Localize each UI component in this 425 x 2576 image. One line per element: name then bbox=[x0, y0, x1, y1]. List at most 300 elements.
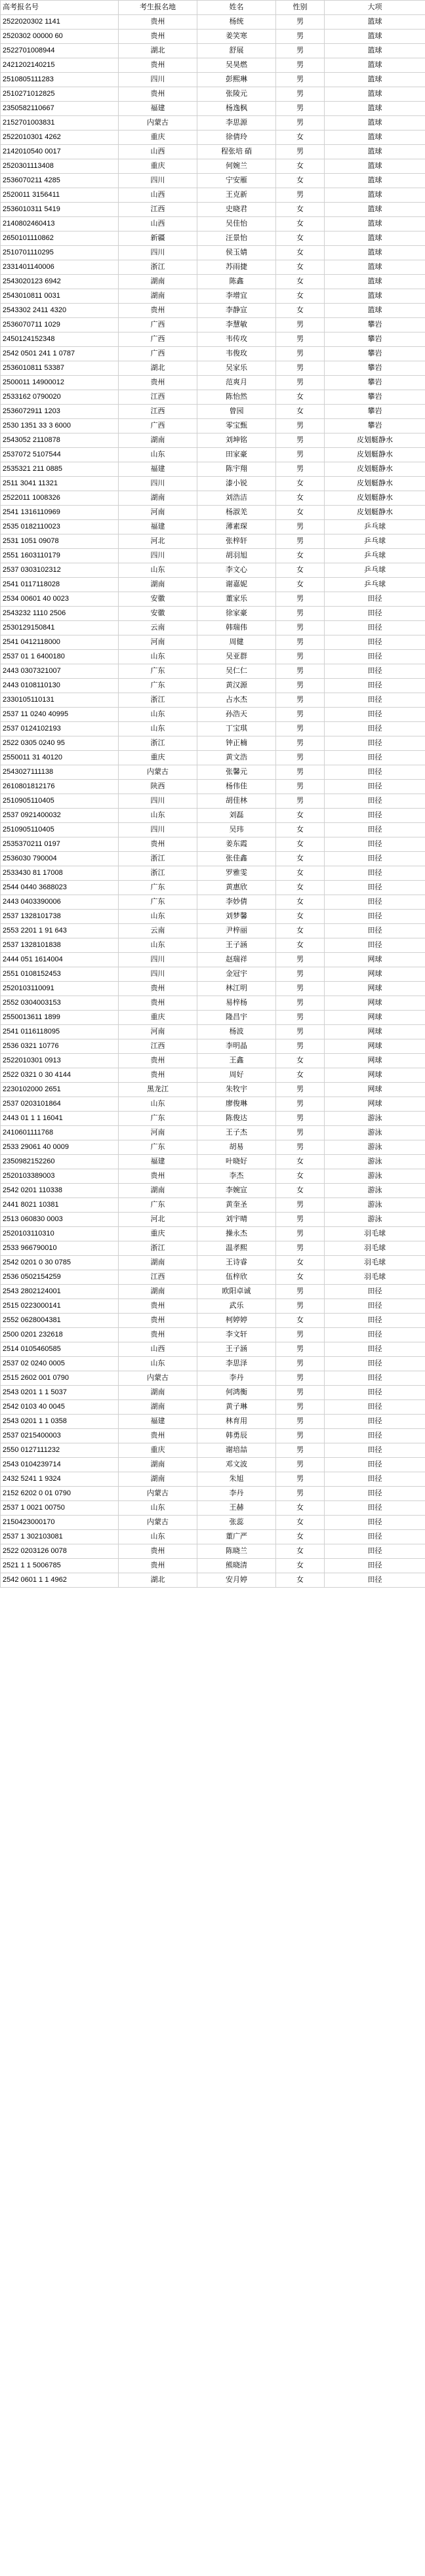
cell-region: 山东 bbox=[119, 448, 197, 462]
cell-exam-id: 2542 0601 1 1 4962 bbox=[1, 1573, 119, 1588]
cell-region: 湖南 bbox=[119, 578, 197, 592]
cell-region: 重庆 bbox=[119, 1443, 197, 1458]
cell-name: 吴亚群 bbox=[197, 650, 276, 664]
table-row bbox=[1, 982, 425, 996]
cell-exam-id: 2443 0108110130 bbox=[1, 679, 119, 693]
table-row bbox=[1, 837, 425, 852]
cell-gender: 女 bbox=[276, 1573, 325, 1588]
cell-gender: 男 bbox=[276, 592, 325, 607]
cell-name: 李婉宣 bbox=[197, 1184, 276, 1198]
cell-region: 内蒙古 bbox=[119, 765, 197, 780]
cell-region: 广东 bbox=[119, 895, 197, 910]
cell-event: 羽毛球 bbox=[325, 1227, 425, 1241]
cell-event: 田径 bbox=[325, 895, 425, 910]
table-row bbox=[1, 650, 425, 664]
cell-name: 姜东霞 bbox=[197, 837, 276, 852]
cell-gender: 男 bbox=[276, 448, 325, 462]
cell-gender: 男 bbox=[276, 751, 325, 765]
table-row bbox=[1, 1025, 425, 1039]
cell-event: 攀岩 bbox=[325, 361, 425, 376]
cell-region: 广西 bbox=[119, 419, 197, 433]
cell-exam-id: 2142010540 0017 bbox=[1, 145, 119, 159]
cell-exam-id: 2543232 1110 2506 bbox=[1, 607, 119, 621]
cell-region: 湖南 bbox=[119, 433, 197, 448]
cell-event: 篮球 bbox=[325, 174, 425, 188]
cell-gender: 女 bbox=[276, 506, 325, 520]
table-row bbox=[1, 996, 425, 1011]
cell-name: 苏雨捷 bbox=[197, 260, 276, 275]
cell-name: 胡羽旭 bbox=[197, 549, 276, 563]
cell-name: 丁宝琪 bbox=[197, 722, 276, 736]
cell-name: 舒展 bbox=[197, 44, 276, 58]
cell-exam-id: 2537 0124102193 bbox=[1, 722, 119, 736]
cell-name: 田家豪 bbox=[197, 448, 276, 462]
cell-exam-id: 2230102000 2651 bbox=[1, 1083, 119, 1097]
cell-exam-id: 2543020123 6942 bbox=[1, 275, 119, 289]
table-row bbox=[1, 1155, 425, 1169]
cell-name: 王诗睿 bbox=[197, 1256, 276, 1270]
cell-name: 李妙倩 bbox=[197, 895, 276, 910]
table-row bbox=[1, 607, 425, 621]
cell-region: 四川 bbox=[119, 73, 197, 87]
cell-exam-id: 2541 0116118095 bbox=[1, 1025, 119, 1039]
cell-gender: 男 bbox=[276, 361, 325, 376]
cell-region: 福建 bbox=[119, 1155, 197, 1169]
cell-event: 田径 bbox=[325, 1386, 425, 1400]
cell-name: 张梓轩 bbox=[197, 534, 276, 549]
cell-region: 广东 bbox=[119, 679, 197, 693]
cell-event: 田径 bbox=[325, 736, 425, 751]
cell-exam-id: 2610801812176 bbox=[1, 780, 119, 794]
cell-name: 李丹 bbox=[197, 1371, 276, 1386]
table-row bbox=[1, 1573, 425, 1588]
table-row bbox=[1, 145, 425, 159]
cell-gender: 男 bbox=[276, 765, 325, 780]
table-row bbox=[1, 1213, 425, 1227]
cell-name: 李丹 bbox=[197, 1487, 276, 1501]
cell-region: 河南 bbox=[119, 506, 197, 520]
table-row bbox=[1, 953, 425, 967]
cell-gender: 男 bbox=[276, 116, 325, 131]
cell-event: 田径 bbox=[325, 1501, 425, 1516]
cell-name: 零宝甄 bbox=[197, 419, 276, 433]
cell-region: 四川 bbox=[119, 174, 197, 188]
cell-exam-id: 2536070711 1029 bbox=[1, 318, 119, 332]
cell-name: 史晓君 bbox=[197, 203, 276, 217]
cell-name: 张蕊 bbox=[197, 1516, 276, 1530]
table-row bbox=[1, 1083, 425, 1097]
cell-name: 温孝熙 bbox=[197, 1241, 276, 1256]
table-row bbox=[1, 102, 425, 116]
cell-gender: 男 bbox=[276, 794, 325, 809]
table-row bbox=[1, 347, 425, 361]
cell-region: 四川 bbox=[119, 477, 197, 491]
cell-event: 篮球 bbox=[325, 58, 425, 73]
cell-event: 网球 bbox=[325, 1025, 425, 1039]
table-row bbox=[1, 578, 425, 592]
table-row bbox=[1, 1544, 425, 1559]
cell-gender: 男 bbox=[276, 607, 325, 621]
column-header-name: 姓名 bbox=[197, 1, 276, 15]
table-row bbox=[1, 376, 425, 390]
cell-region: 浙江 bbox=[119, 852, 197, 866]
cell-gender: 男 bbox=[276, 953, 325, 967]
cell-event: 皮划艇静水 bbox=[325, 477, 425, 491]
cell-region: 浙江 bbox=[119, 693, 197, 708]
cell-name: 王赫 bbox=[197, 1501, 276, 1516]
table-row bbox=[1, 736, 425, 751]
cell-event: 田径 bbox=[325, 794, 425, 809]
cell-event: 田径 bbox=[325, 924, 425, 938]
cell-event: 田径 bbox=[325, 1415, 425, 1429]
cell-event: 乒乓球 bbox=[325, 549, 425, 563]
table-row bbox=[1, 1054, 425, 1068]
cell-event: 田径 bbox=[325, 765, 425, 780]
cell-exam-id: 2551 1603110179 bbox=[1, 549, 119, 563]
cell-event: 攀岩 bbox=[325, 419, 425, 433]
cell-region: 福建 bbox=[119, 1415, 197, 1429]
cell-gender: 女 bbox=[276, 1270, 325, 1285]
cell-exam-id: 2443 01 1 1 16041 bbox=[1, 1112, 119, 1126]
cell-name: 张陵元 bbox=[197, 87, 276, 102]
cell-gender: 男 bbox=[276, 462, 325, 477]
table-row bbox=[1, 58, 425, 73]
cell-region: 江西 bbox=[119, 1039, 197, 1054]
cell-name: 张馨元 bbox=[197, 765, 276, 780]
cell-exam-id: 2500 0201 232618 bbox=[1, 1328, 119, 1342]
table-row bbox=[1, 188, 425, 203]
cell-region: 湖北 bbox=[119, 1573, 197, 1588]
cell-name: 李杰 bbox=[197, 1169, 276, 1184]
cell-event: 篮球 bbox=[325, 87, 425, 102]
cell-gender: 女 bbox=[276, 910, 325, 924]
table-row bbox=[1, 780, 425, 794]
cell-name: 李明晶 bbox=[197, 1039, 276, 1054]
cell-gender: 男 bbox=[276, 520, 325, 534]
cell-name: 徐家豪 bbox=[197, 607, 276, 621]
cell-exam-id: 2536030 790004 bbox=[1, 852, 119, 866]
cell-exam-id: 2350582110667 bbox=[1, 102, 119, 116]
table-row bbox=[1, 1198, 425, 1213]
cell-name: 伍梓欣 bbox=[197, 1270, 276, 1285]
cell-exam-id: 2443 0403390006 bbox=[1, 895, 119, 910]
table-row bbox=[1, 1184, 425, 1198]
cell-exam-id: 2533 29061 40 0009 bbox=[1, 1140, 119, 1155]
cell-gender: 女 bbox=[276, 1256, 325, 1270]
table-row bbox=[1, 938, 425, 953]
cell-region: 湖南 bbox=[119, 491, 197, 506]
cell-exam-id: 2543052 2110878 bbox=[1, 433, 119, 448]
cell-exam-id: 2450124152348 bbox=[1, 332, 119, 347]
cell-gender: 女 bbox=[276, 1559, 325, 1573]
table-row bbox=[1, 1241, 425, 1256]
table-row bbox=[1, 159, 425, 174]
cell-region: 贵州 bbox=[119, 376, 197, 390]
cell-event: 网球 bbox=[325, 1083, 425, 1097]
cell-gender: 男 bbox=[276, 73, 325, 87]
table-row bbox=[1, 1140, 425, 1155]
cell-region: 广西 bbox=[119, 347, 197, 361]
cell-event: 攀岩 bbox=[325, 376, 425, 390]
cell-event: 攀岩 bbox=[325, 347, 425, 361]
table-row bbox=[1, 967, 425, 982]
cell-name: 周健 bbox=[197, 635, 276, 650]
cell-gender: 女 bbox=[276, 895, 325, 910]
table-row bbox=[1, 1559, 425, 1573]
cell-gender: 女 bbox=[276, 1169, 325, 1184]
cell-name: 李文轩 bbox=[197, 1328, 276, 1342]
cell-gender: 男 bbox=[276, 1025, 325, 1039]
cell-name: 杨波 bbox=[197, 1025, 276, 1039]
cell-region: 福建 bbox=[119, 462, 197, 477]
cell-name: 吴玮 bbox=[197, 823, 276, 837]
cell-gender: 女 bbox=[276, 159, 325, 174]
cell-exam-id: 2535 0182110023 bbox=[1, 520, 119, 534]
cell-name: 周好 bbox=[197, 1068, 276, 1083]
cell-gender: 女 bbox=[276, 1530, 325, 1544]
cell-name: 武乐 bbox=[197, 1299, 276, 1314]
cell-gender: 男 bbox=[276, 1299, 325, 1314]
cell-gender: 男 bbox=[276, 693, 325, 708]
cell-region: 陕西 bbox=[119, 780, 197, 794]
cell-region: 广东 bbox=[119, 1112, 197, 1126]
cell-exam-id: 2536 0502154259 bbox=[1, 1270, 119, 1285]
table-row bbox=[1, 635, 425, 650]
cell-exam-id: 2522010301 0913 bbox=[1, 1054, 119, 1068]
cell-gender: 男 bbox=[276, 1083, 325, 1097]
cell-name: 胡易 bbox=[197, 1140, 276, 1155]
table-row bbox=[1, 1400, 425, 1415]
cell-gender: 女 bbox=[276, 1314, 325, 1328]
cell-exam-id: 2542 0501 241 1 0787 bbox=[1, 347, 119, 361]
cell-region: 山东 bbox=[119, 1097, 197, 1112]
cell-exam-id: 2522011 1008326 bbox=[1, 491, 119, 506]
cell-region: 河南 bbox=[119, 1025, 197, 1039]
cell-event: 游泳 bbox=[325, 1184, 425, 1198]
table-row bbox=[1, 73, 425, 87]
cell-region: 湖北 bbox=[119, 44, 197, 58]
table-row bbox=[1, 563, 425, 578]
cell-gender: 男 bbox=[276, 1011, 325, 1025]
cell-gender: 男 bbox=[276, 996, 325, 1011]
cell-region: 山东 bbox=[119, 563, 197, 578]
cell-event: 网球 bbox=[325, 996, 425, 1011]
cell-name: 尹梓丽 bbox=[197, 924, 276, 938]
cell-gender: 女 bbox=[276, 1068, 325, 1083]
cell-region: 山东 bbox=[119, 1501, 197, 1516]
cell-name: 陈怡然 bbox=[197, 390, 276, 405]
cell-event: 篮球 bbox=[325, 145, 425, 159]
cell-gender: 男 bbox=[276, 635, 325, 650]
cell-region: 云南 bbox=[119, 621, 197, 635]
cell-event: 篮球 bbox=[325, 246, 425, 260]
table-row bbox=[1, 924, 425, 938]
cell-name: 李文心 bbox=[197, 563, 276, 578]
cell-event: 田径 bbox=[325, 866, 425, 881]
cell-region: 广西 bbox=[119, 318, 197, 332]
table-row bbox=[1, 231, 425, 246]
cell-event: 田径 bbox=[325, 1429, 425, 1443]
table-row bbox=[1, 1443, 425, 1458]
cell-region: 四川 bbox=[119, 823, 197, 837]
table-row bbox=[1, 1112, 425, 1126]
cell-gender: 女 bbox=[276, 217, 325, 231]
cell-event: 田径 bbox=[325, 1443, 425, 1458]
cell-region: 湖南 bbox=[119, 1386, 197, 1400]
cell-exam-id: 2511 3041 11321 bbox=[1, 477, 119, 491]
cell-event: 网球 bbox=[325, 953, 425, 967]
cell-name: 钟正楠 bbox=[197, 736, 276, 751]
cell-name: 邓文波 bbox=[197, 1458, 276, 1472]
table-row bbox=[1, 318, 425, 332]
cell-gender: 男 bbox=[276, 780, 325, 794]
table-row bbox=[1, 866, 425, 881]
cell-event: 乒乓球 bbox=[325, 563, 425, 578]
cell-name: 林江明 bbox=[197, 982, 276, 996]
cell-event: 田径 bbox=[325, 1487, 425, 1501]
cell-exam-id: 2500011 14900012 bbox=[1, 376, 119, 390]
cell-exam-id: 2520103110091 bbox=[1, 982, 119, 996]
table-row bbox=[1, 592, 425, 607]
table-row bbox=[1, 174, 425, 188]
cell-region: 四川 bbox=[119, 953, 197, 967]
cell-region: 安徽 bbox=[119, 607, 197, 621]
cell-region: 山西 bbox=[119, 217, 197, 231]
table-header-row bbox=[1, 1, 425, 15]
cell-gender: 男 bbox=[276, 722, 325, 736]
cell-event: 田径 bbox=[325, 722, 425, 736]
table-row bbox=[1, 1458, 425, 1472]
table-row bbox=[1, 1487, 425, 1501]
cell-region: 湖南 bbox=[119, 1472, 197, 1487]
cell-region: 贵州 bbox=[119, 1314, 197, 1328]
cell-region: 贵州 bbox=[119, 1544, 197, 1559]
cell-gender: 女 bbox=[276, 231, 325, 246]
table-row bbox=[1, 1501, 425, 1516]
cell-exam-id: 2140802460413 bbox=[1, 217, 119, 231]
column-header-gender: 性别 bbox=[276, 1, 325, 15]
cell-name: 杨逸枫 bbox=[197, 102, 276, 116]
cell-exam-id: 2520103110310 bbox=[1, 1227, 119, 1241]
cell-gender: 女 bbox=[276, 1501, 325, 1516]
table-row bbox=[1, 1516, 425, 1530]
table-row bbox=[1, 1256, 425, 1270]
cell-name: 黄文浩 bbox=[197, 751, 276, 765]
cell-gender: 女 bbox=[276, 203, 325, 217]
cell-exam-id: 2152701003831 bbox=[1, 116, 119, 131]
cell-region: 山西 bbox=[119, 188, 197, 203]
cell-exam-id: 2522 0321 0 30 4144 bbox=[1, 1068, 119, 1083]
cell-name: 刘宇晴 bbox=[197, 1213, 276, 1227]
cell-exam-id: 2514 0105460585 bbox=[1, 1342, 119, 1357]
cell-name: 汪景怡 bbox=[197, 231, 276, 246]
cell-exam-id: 2533162 0790020 bbox=[1, 390, 119, 405]
cell-gender: 女 bbox=[276, 578, 325, 592]
cell-region: 贵州 bbox=[119, 15, 197, 30]
cell-event: 攀岩 bbox=[325, 390, 425, 405]
cell-region: 四川 bbox=[119, 794, 197, 809]
cell-event: 篮球 bbox=[325, 44, 425, 58]
cell-event: 游泳 bbox=[325, 1213, 425, 1227]
cell-exam-id: 2515 0223000141 bbox=[1, 1299, 119, 1314]
cell-name: 李增宜 bbox=[197, 289, 276, 304]
cell-gender: 女 bbox=[276, 866, 325, 881]
cell-name: 董家乐 bbox=[197, 592, 276, 607]
cell-event: 田径 bbox=[325, 881, 425, 895]
cell-region: 重庆 bbox=[119, 1011, 197, 1025]
column-header-exam-id: 高考报名号 bbox=[1, 1, 119, 15]
cell-gender: 男 bbox=[276, 708, 325, 722]
cell-exam-id: 2520302 00000 60 bbox=[1, 30, 119, 44]
cell-name: 何鸿衡 bbox=[197, 1386, 276, 1400]
table-row bbox=[1, 881, 425, 895]
cell-event: 皮划艇静水 bbox=[325, 462, 425, 477]
cell-region: 广东 bbox=[119, 664, 197, 679]
cell-gender: 女 bbox=[276, 246, 325, 260]
cell-gender: 女 bbox=[276, 549, 325, 563]
cell-event: 游泳 bbox=[325, 1169, 425, 1184]
cell-region: 山东 bbox=[119, 1530, 197, 1544]
cell-region: 重庆 bbox=[119, 131, 197, 145]
cell-exam-id: 2542 0103 40 0045 bbox=[1, 1400, 119, 1415]
table-row bbox=[1, 895, 425, 910]
cell-name: 侯玉婧 bbox=[197, 246, 276, 260]
cell-name: 范爽月 bbox=[197, 376, 276, 390]
table-row bbox=[1, 1039, 425, 1054]
cell-event: 田径 bbox=[325, 1559, 425, 1573]
cell-exam-id: 2510701110295 bbox=[1, 246, 119, 260]
cell-exam-id: 2531 1051 09078 bbox=[1, 534, 119, 549]
cell-event: 田径 bbox=[325, 1285, 425, 1299]
table-row bbox=[1, 809, 425, 823]
cell-exam-id: 2536070211 4285 bbox=[1, 174, 119, 188]
cell-exam-id: 2522020302 1141 bbox=[1, 15, 119, 30]
cell-event: 田径 bbox=[325, 1544, 425, 1559]
cell-event: 羽毛球 bbox=[325, 1241, 425, 1256]
cell-event: 篮球 bbox=[325, 116, 425, 131]
cell-exam-id: 2330105110131 bbox=[1, 693, 119, 708]
table-row bbox=[1, 1285, 425, 1299]
cell-gender: 女 bbox=[276, 823, 325, 837]
cell-gender: 男 bbox=[276, 87, 325, 102]
cell-gender: 男 bbox=[276, 1213, 325, 1227]
table-row bbox=[1, 30, 425, 44]
cell-gender: 男 bbox=[276, 621, 325, 635]
table-row bbox=[1, 765, 425, 780]
cell-region: 山东 bbox=[119, 809, 197, 823]
cell-name: 陈俊达 bbox=[197, 1112, 276, 1126]
cell-exam-id: 2522010301 4262 bbox=[1, 131, 119, 145]
cell-name: 廖俊琳 bbox=[197, 1097, 276, 1112]
cell-name: 陈晓兰 bbox=[197, 1544, 276, 1559]
cell-event: 游泳 bbox=[325, 1140, 425, 1155]
cell-region: 河北 bbox=[119, 534, 197, 549]
table-row bbox=[1, 433, 425, 448]
cell-name: 李慧敏 bbox=[197, 318, 276, 332]
table-row bbox=[1, 823, 425, 837]
cell-region: 福建 bbox=[119, 102, 197, 116]
table-row bbox=[1, 477, 425, 491]
cell-gender: 男 bbox=[276, 332, 325, 347]
cell-event: 田径 bbox=[325, 1472, 425, 1487]
cell-name: 董广严 bbox=[197, 1530, 276, 1544]
cell-gender: 男 bbox=[276, 1357, 325, 1371]
cell-name: 金冠宇 bbox=[197, 967, 276, 982]
cell-event: 篮球 bbox=[325, 159, 425, 174]
cell-name: 王克新 bbox=[197, 188, 276, 203]
cell-exam-id: 2543302 2411 4320 bbox=[1, 304, 119, 318]
cell-gender: 女 bbox=[276, 1516, 325, 1530]
